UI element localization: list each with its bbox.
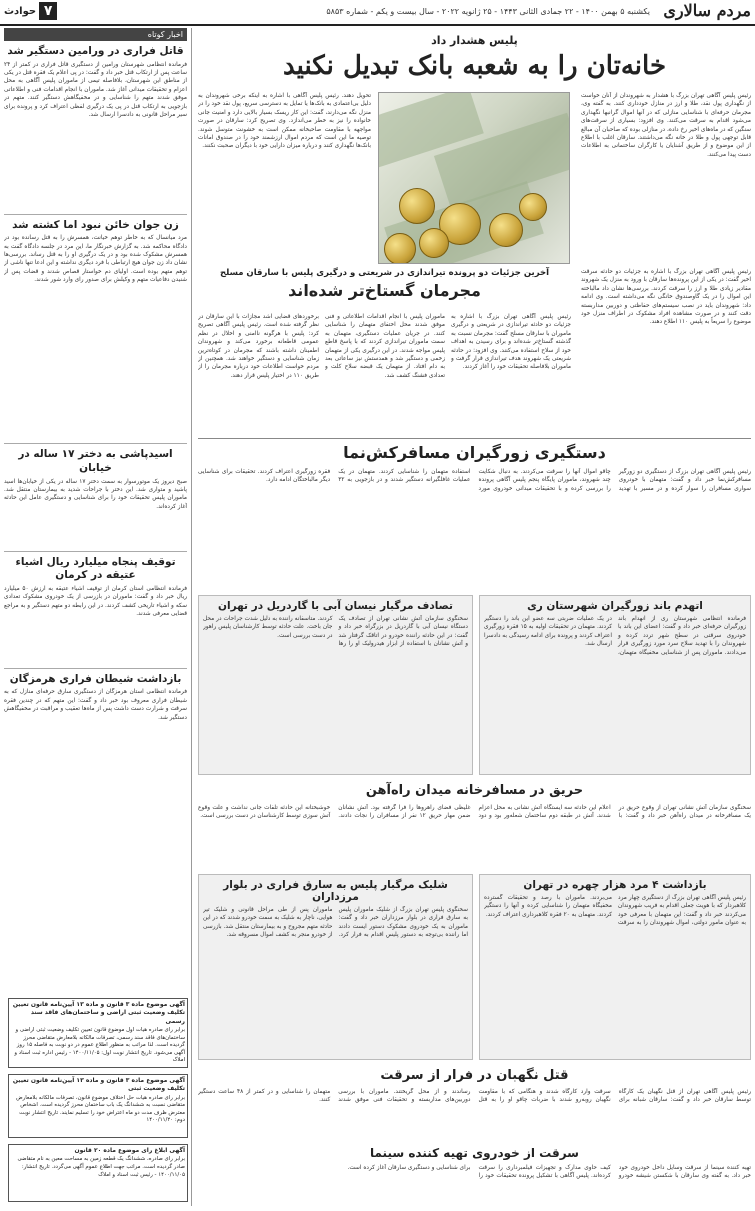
legal-notice-text: برابر رای صادره هیات حل اختلاف موضوع قانون، تصرفات مالکانه بلامعارض متقاضی نسبت به ششدانگ یک باب ساختمان محرز گردیده است. اشخاص معترض ظرف مدت دو ماه اعتراض خود را تسلیم نمایند. تاریخ انتشار نوبت دوم: ۱۴۰۰/۱۱/۲۰ [16,1094,185,1124]
bottom-headline: قتل نگهبان در فرار از سرقت [380,1068,569,1083]
second-text: رئیس پلیس آگاهی تهران بزرگ با اشاره به جزئیات دو حادثه تیراندازی در شریعتی و درگیری ماموران با سارقان مسلح گفت: مجرمان نسبت به گذشته گستاخ‌تر شده‌اند و برای رسیدن به اهداف خود از سلاح استفاده می‌کنند. وی افزود: در حادثه شریعتی یک شهروند هدف تیراندازی قرار گرفت و ماموران بلافاصله تحقیقات خود را آغاز کردند. [451,314,571,371]
lead-text-right: رئیس پلیس آگاهی تهران بزرگ با هشدار به شهروندان از آنان خواست از نگهداری پول نقد، طلا و ارز در منازل خودداری کنند. به گفته وی، مجرمان حرفه‌ای با شناسایی منازلی که در آنها اموال گرانبها نگهداری می‌شود اقدام به سرقت می‌کنند. وی افزود: بسیاری از سرقت‌های سنگین که در ماه‌های اخیر رخ داده، در منازلی بوده که صاحبان آن مبالغ قابل توجهی پول و طلا در خانه نگه می‌داشتند. سارقان اغلب با اطلاع از این موضوع و از طریق آشنایان یا کارگران ساختمانی به اطلاعات دست پیدا می‌کنند. [581,93,751,158]
news-box [479,874,751,1060]
short-news-text: فرمانده انتظامی استان هرمزگان از دستگیری سارق حرفه‌ای منازل که به شیطان فراری معروف بود خبر داد و گفت: این متهم که در چندین فقره سرقت و شرارت دست داشت پس از ماه‌ها تعقیب و مراقبت در مخفیگاهش دستگیر شد. [4,689,187,721]
legal-notice-title: آگهی موضوع ماده ۳ قانون و ماده ۱۳ آیین‌نامه قانون تعیین تکلیف وضعیت ثبتی [12,1077,185,1093]
short-news-title: زن جوان خائن نبود اما کشته شد [12,218,179,231]
legal-notice-title: آگهی ابلاغ رای موضوع ماده ۲۰ قانون [74,1147,185,1154]
lead-headline: خانه‌تان را به شعبه بانک تبدیل نکنید [282,51,667,81]
news-box-text: سخنگوی سازمان آتش نشانی تهران از تصادف یک دستگاه نیسان آبی با گاردریل در بزرگراه خبر داد و گفت: در این حادثه راننده خودرو در اتاقک گرفتار شد و آتش نشانان با استفاده از ابزار هیدرولیک او را رها کردند. متاسفانه راننده به دلیل شدت جراحات در محل جان باخت. علت حادثه توسط کارشناسان پلیس راهور در دست بررسی است. [203,616,468,648]
legal-notice-text: برابر رای صادره، ششدانگ یک قطعه زمین به مساحت معین به نام متقاضی صادر گردیده است. مراتب جهت اطلاع عموم آگهی می‌گردد. تاریخ انتشار: ۱۴۰۰/۱۱/۰۵ - رئیس ثبت اسناد و املاک [17,1156,185,1178]
legal-notice [8,998,188,1068]
divider [198,438,751,439]
news-box-title: اتهدم باند زورگیران شهرستان ری [527,600,703,612]
news-box-title: تصادف مرگبار نیسان آبی با گاردریل در تهران [218,600,453,612]
news-box [198,595,473,775]
divider [4,668,187,669]
lead-text-middle: تحویل دهند. رئیس پلیس آگاهی با اشاره به اینکه برخی شهروندان به دلیل بی‌اعتمادی به بانک‌ها یا تمایل به دسترسی سریع، پول نقد خود را در منزل نگه می‌دارند، گفت: این کار ریسک بسیار بالایی دارد و امنیت جانی خانواده را نیز به خطر می‌اندازد. وی تصریح کرد: سارقان در صورت مواجهه با مقاومت صاحبخانه ممکن است به خشونت متوسل شوند. توصیه ما این است که مردم اموال ارزشمند خود را در صندوق امانات بانک‌ها نگهداری کنند و درباره میزان دارایی خود با دیگران صحبت نکنند. [198,93,371,150]
short-news-tag: اخبار کوتاه [4,28,187,41]
short-news-text: صبح دیروز یک موتورسوار به سمت دختر ۱۷ ساله در یکی از خیابان‌ها اسید پاشید و متواری شد. این دختر با جراحات شدید به بیمارستان منتقل شد. ماموران پلیس تحقیقات خود را برای شناسایی و دستگیری عامل این حادثه آغاز کرده‌اند. [4,478,187,510]
short-news-title: قاتل فراری در ورامین دستگیر شد [7,45,184,57]
news-box-text: سخنگوی پلیس تهران بزرگ از شلیک ماموران پلیس به سارق فراری در بلوار مرزداران خبر داد و گفت: ماموران به یک خودروی مشکوک دستور ایست دادند اما راننده بی‌توجه به دستور پلیس اقدام به فرار کرد. ماموران پس از طی مراحل قانونی و شلیک تیر هوایی، ناچار به شلیک به سمت خودرو شدند که در این حادثه متهم مجروح و به بیمارستان منتقل شد. بازرسی از خودرو منجر به کشف اموال مسروقه شد. [203,907,468,939]
lead-kicker: پلیس هشدار داد [431,34,518,47]
legal-notice [8,1074,188,1138]
short-news-text: مرد میانسال که به خاطر توهم خیانت، همسرش را به قتل رسانده بود در دادگاه محاکمه شد. به گزارش خبرنگار ما، این مرد در جلسه دادگاه گفت به همسرش مشکوک شده بود و در یک درگیری او را به قتل رساند. بررسی‌ها نشان داد زن جوان هیچ ارتباطی با فرد دیگری نداشته و این ادعا تنها ناشی از توهم متهم بوده است. اولیای دم خواستار قصاص شدند و قضات پس از شنیدن دفاعیات متهم و وکیلش برای صدور رای وارد شور شدند. [4,235,187,284]
fire-text: سخنگوی سازمان آتش نشانی تهران از وقوع حریق در یک مسافرخانه در میدان راه‌آهن خبر داد و گفت: با اعلام این حادثه سه ایستگاه آتش نشانی به محل اعزام شدند. آتش در طبقه دوم ساختمان شعله‌ور بود و دود غلیظی فضای راهروها را فرا گرفته بود. آتش نشانان ضمن مهار حریق ۱۲ نفر از مسافران را نجات دادند. خوشبختانه این حادثه تلفات جانی نداشت و علت وقوع آتش سوزی توسط کارشناسان در دست بررسی است. [198,805,751,820]
lead-text-lower-right: رئیس پلیس آگاهی تهران بزرگ با اشاره به جزئیات دو حادثه سرقت اخیر گفت: در یکی از این پرونده‌ها سارقان با ورود به منزل یک شهروند مقادیر زیادی طلا و ارز را سرقت کردند. بررسی‌ها نشان داد مالباخته این اموال را در یک گاوصندوق خانگی نگه می‌داشته است. وی ادامه داد: شهروندان باید در نصب سیستم‌های حفاظتی و دوربین مداربسته دقت کنند و در صورت مشاهده افراد مشکوک در اطراف منزل خود موضوع را سریعاً به پلیس ۱۱۰ اطلاع دهند. [581,269,751,326]
second-text: ماموران پلیس با انجام اقدامات اطلاعاتی و فنی موفق شدند محل اختفای متهمان را شناسایی کنند. در جریان عملیات دستگیری، متهمان به سمت ماموران تیراندازی کردند که با پاسخ قاطع پلیس مواجه شدند. در این درگیری یکی از متهمان زخمی و دستگیر شد و همدستش نیز ساعاتی بعد به دام افتاد. از متهمان یک قبضه سلاح کلت و تعدادی فشنگ کشف شد. [325,314,445,379]
legal-notice-text: برابر رای صادره هیات اول موضوع قانون تعیین تکلیف وضعیت ثبتی اراضی و ساختمان‌های فاقد سند رسمی، تصرفات مالکانه بلامعارض متقاضی محرز گردیده است. لذا مراتب به منظور اطلاع عموم در دو نوبت به فاصله ۱۵ روز آگهی می‌شود. تاریخ انتشار نوبت اول: ۱۴۰۰/۱۱/۰۵ - رئیس اداره ثبت اسناد و املاک [14,1027,185,1064]
third-text: رئیس پلیس آگاهی تهران بزرگ از دستگیری دو زورگیر مسافرکش‌نما خبر داد و گفت: متهمان با خودروی سواری مسافران را سوار کرده و در مسیر با تهدید چاقو اموال آنها را سرقت می‌کردند. به دنبال شکایت چند شهروند، ماموران پایگاه پنجم پلیس آگاهی پرونده را بررسی کرده و با تحقیقات میدانی خودروی مورد استفاده متهمان را شناسایی کردند. متهمان در یک عملیات غافلگیرانه دستگیر شدند و در بازجویی به ۳۲ فقره زورگیری اعتراف کردند. تحقیقات برای شناسایی دیگر مالباختگان ادامه دارد. [198,469,751,492]
fire-headline: حریق در مسافرخانه میدان راه‌آهن [365,783,584,798]
divider [4,551,187,552]
third-headline: دستگیری زورگیران مسافرکش‌نما [343,443,606,462]
bottom-headline: سرقت از خودروی تهیه کننده سینما [370,1146,579,1160]
short-news-text: فرمانده انتظامی استان کرمان از توقیف اشیاء عتیقه به ارزش ۵۰ میلیارد ریال خبر داد و گفت: ماموران در بازرسی از یک خودروی مشکوک تعدادی سکه و اشیاء تاریخی کشف کردند. در این رابطه دو متهم دستگیر و به مراجع قضایی معرفی شدند. [4,585,187,618]
news-box [198,874,473,1060]
lead-article-heading [198,28,751,81]
news-box-title: بازداشت ۴ مرد هزار چهره در تهران [523,879,707,891]
short-news-text: فرمانده انتظامی شهرستان ورامین از دستگیری قاتل فراری در کمتر از ۲۴ ساعت پس از ارتکاب قتل خبر داد و گفت: در پی اعلام یک فقره قتل در یکی از مناطق این شهرستان، بلافاصله تیمی از ماموران پلیس آگاهی به محل اعزام و تحقیقات میدانی آغاز شد. ماموران با انجام اقدامات فنی و اطلاعاتی موفق شدند متهم را شناسایی و در مخفیگاهش دستگیر کنند. متهم در بازجویی به ارتکاب قتل در پی یک درگیری لفظی اعتراف کرد و پرونده برای سیر مراحل قانونی به دادسرا ارسال شد. [4,61,187,118]
short-news-title: توقیف پنجاه میلیارد ریال اشیاء عتیقه در کرمان [15,555,176,582]
second-headline: مجرمان گستاخ‌تر شده‌اند [288,281,481,300]
page-number: ۷ [39,2,57,20]
news-box-text: فرمانده انتظامی شهرستان ری از انهدام باند زورگیران حرفه‌ای خبر داد و گفت: اعضای این باند با خودروی سرقتی در سطح شهر تردد کرده و شهروندان را با تهدید سلاح سرد مورد زورگیری قرار می‌دادند. ماموران پس از شناسایی مخفیگاه متهمان، در یک عملیات ضربتی سه عضو این باند را دستگیر کردند. متهمان در تحقیقات اولیه به ۱۵ فقره زورگیری اعتراف کردند و پرونده برای ادامه رسیدگی به دادسرا ارسال شد. [484,616,746,656]
second-kicker: آخرین جزئیات دو پرونده تیراندازی در شریعتی و درگیری پلیس با سارقان مسلح [219,268,550,278]
page-header [0,0,755,26]
second-article-heading [198,268,571,300]
short-news-column [4,28,192,1206]
divider [4,214,187,215]
news-box-text: رئیس پلیس آگاهی تهران بزرگ از دستگیری چهار مرد کلاهبردار که با هویت جعلی اقدام به فریب شهروندان می‌کردند خبر داد و گفت: این متهمان با معرفی خود به عنوان مامور دولتی، اموال شهروندان را به سرقت می‌بردند. ماموران با رصد و تحقیقات گسترده مخفیگاه متهمان را شناسایی کرده و آنها را دستگیر کردند. متهمان به ۲۰ فقره کلاهبرداری اعتراف کردند. [484,895,746,927]
bottom-text: تهیه کننده سینما از سرقت وسایل داخل خودروی خود خبر داد. به گفته وی سارقان با شکستن شیشه خودرو کیف حاوی مدارک و تجهیزات فیلمبرداری را سرقت کرده‌اند. پلیس آگاهی با تشکیل پرونده تحقیقات خود را برای شناسایی و دستگیری سارقان آغاز کرده است. [347,1165,751,1180]
dateline: یکشنبه ۵ بهمن ۱۴۰۰ - ۲۲ جمادی الثانی ۱۴۴۳ - ۲۵ ژانویه ۲۰۲۲ - سال بیست و یکم - شماره ۵۸۵۳ [326,7,650,16]
legal-notice-title: آگهی موضوع ماده ۳ قانون و ماده ۱۳ آیین‌نامه قانون تعیین تکلیف وضعیت ثبتی اراضی و ساختمان‌های فاقد سند رسمی [12,1001,185,1025]
short-news-title: بازداشت شیطان فراری هرمزگان [9,672,182,685]
main-articles [198,28,751,1206]
gold-coins-photo [378,92,570,264]
newspaper-logo: مردم سالاری [663,1,751,20]
second-text: برخوردهای قضایی اشد مجازات با این سارقان در نظر گرفته شده است. رئیس پلیس آگاهی تصریح کرد: پلیس با هرگونه ناامنی و اخلال در نظم عمومی قاطعانه برخورد می‌کند و شهروندان اطمینان داشته باشند که مجرمان در کوتاه‌ترین زمان شناسایی و دستگیر خواهند شد. همچنین از مردم خواست اطلاعات خود درباره مجرمان را از طریق ۱۱۰ در اختیار پلیس قرار دهند. [198,314,319,379]
legal-notice [8,1144,188,1202]
divider [4,443,187,444]
news-box-title: شلیک مرگبار پلیس به سارق فراری در بلوار مرزداران [223,879,448,903]
section-name: حوادث [4,5,37,17]
page-number-block [4,2,57,20]
news-box [479,595,751,775]
bottom-text: رئیس پلیس آگاهی تهران از قتل نگهبان یک کارگاه توسط سارقان خبر داد و گفت: سارقان شبانه برای سرقت وارد کارگاه شدند و هنگامی که با مقاومت نگهبان روبه‌رو شدند با ضربات چاقو او را به قتل رساندند و از محل گریختند. ماموران با بررسی دوربین‌های مداربسته و تحقیقات فنی موفق شدند متهمان را شناسایی و در کمتر از ۴۸ ساعت دستگیر کنند. [198,1089,751,1104]
short-news-title: اسیدپاشی به دختر ۱۷ ساله در خیابان [18,448,173,474]
